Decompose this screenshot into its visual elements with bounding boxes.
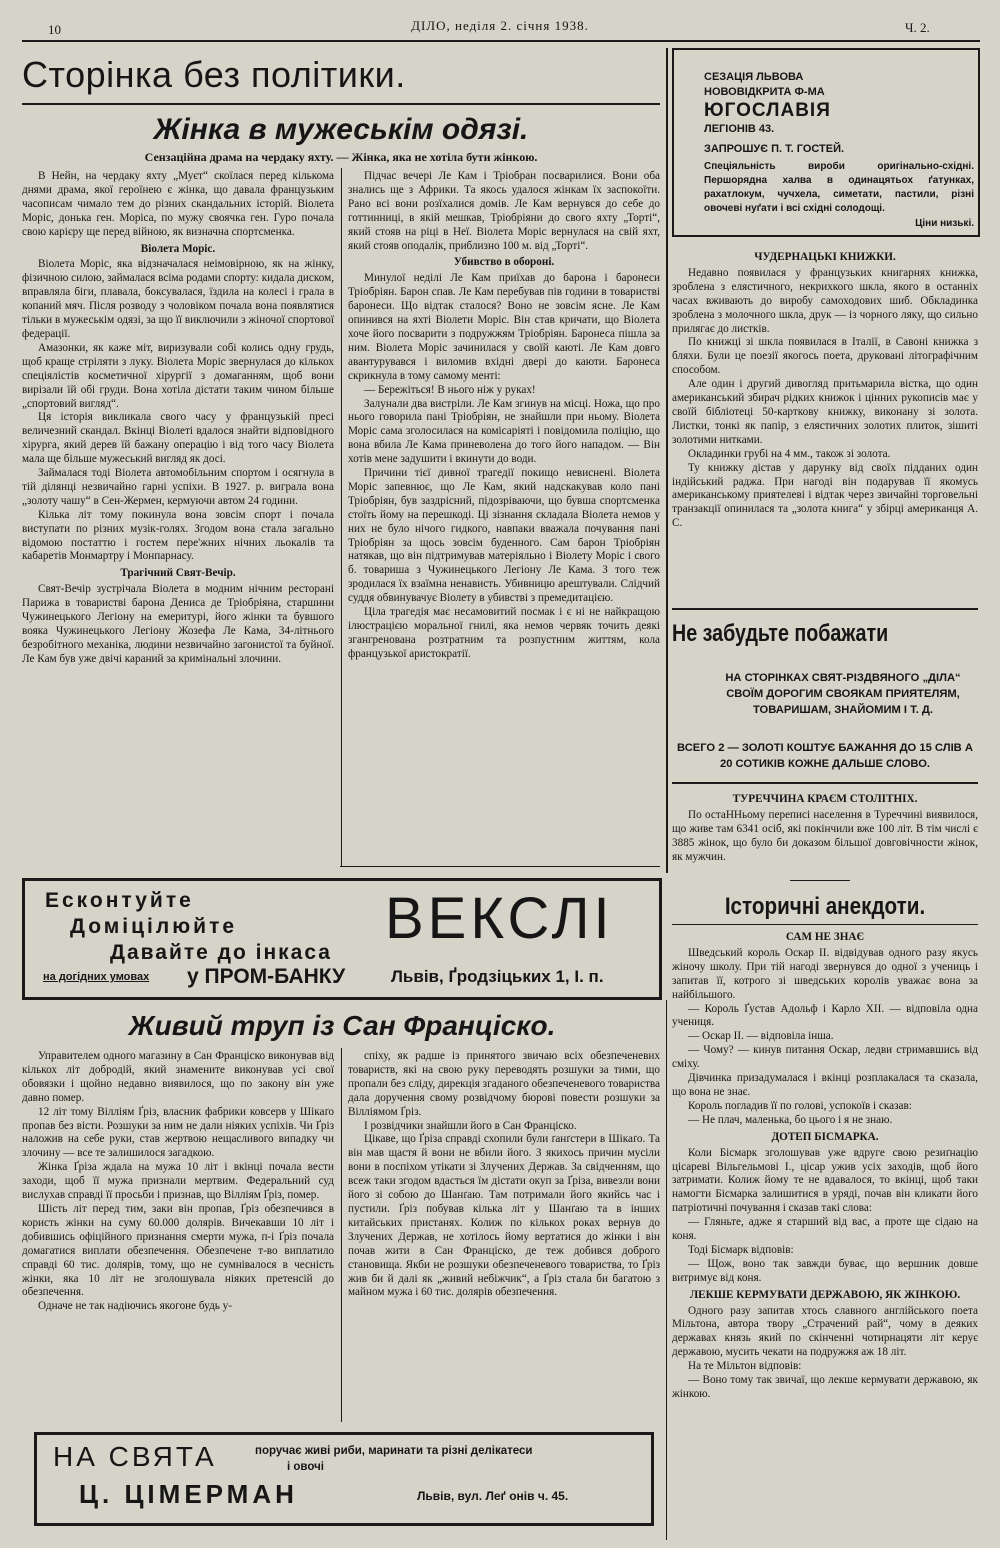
ad-fish-name: Ц. ЦІМЕРМАН xyxy=(79,1479,298,1509)
header-rule xyxy=(22,40,980,42)
paragraph: Недавно появилася у французьких книгарнях книжка, зроблена з елястичного, некрихкого шкла, якого в останніх часах вживають до виробу самоходових шиб. Обкладинка зроблена з молочного шкла, друк — із чорного ляку, що сильно прилягає до листків. xyxy=(672,266,978,335)
paragraph: Амазонки, як каже міт, виризували собі колись одну грудь, щоб краще стріляти з луку. Віолета Моріс звернулася до кількох спеціялістів косметичної хірургії з домаганням, щоб вони вирізали їй обі груди. Вона хотіла дістати таким чином більше „спортовий вигляд“. xyxy=(22,341,334,410)
section-rule xyxy=(672,608,978,610)
right-column-divider xyxy=(666,1000,667,1540)
ad-bank-line: Есконтуйте xyxy=(45,889,194,912)
article-end-rule xyxy=(340,866,660,867)
paragraph: Цікаве, що Ґріза справді схопили були ґанґстери в Шікаґо. Та він мав щастя й вони не вбили його. З якихось причин мусіли вони в поспіхом утікати зі Злучених Держав. За свідченням, що всеж таки згодом вдасться їм дістати окуп за Ґріза, вивезли вони його зі собою до Шанґаю. Там потримали його якийсь час і пустили. Ґріз побував кілька літ у Шанґаю та в інших китайських пристанях. Колиж по кількох роках вернув до Злучених Держав, не хотілось йому вертатися до жінки і він почав жити в Сан Франціско, де теж добився доброго становища. Якби не розшуки обезпеченевого товариства, то Ґріз жив би й далі як „живий небіжчик“, а Ґріз стала би багатою з майном мужа і 60 тис. долярів обезпечення. xyxy=(348,1133,660,1299)
article1-subtitle: Сензаційна драма на чердаку яхту. — Жінка, яка не хотіла бути жінкою. xyxy=(144,150,538,164)
column-divider xyxy=(341,168,342,866)
paragraph: Король погладив її по голові, успокоїв і сказав: xyxy=(688,1099,912,1112)
article1-column-2 xyxy=(348,170,660,662)
paragraph: 12 літ тому Вілліям Ґріз, власник фабрики ковсерв у Шікаґо пропав без вісти. Розшуки за ним не дали ніяких успіхів. Чи Ґріз наложив на себе руки, став жертвою нещасливого випадку чи злочину — все те залишилося загадкою. xyxy=(22,1105,334,1160)
paragraph: — Гляньте, адже я старший від вас, а проте ще сідаю на коня. xyxy=(672,1216,978,1243)
column-divider xyxy=(341,1048,342,1422)
article1-title: Жінка в мужеськім одязі. xyxy=(153,113,529,146)
article1-column-1 xyxy=(22,170,334,667)
ad-fish-title: НА СВЯТА xyxy=(53,1441,217,1472)
paragraph: — Не плач, маленька, бо цього і я не знаю. xyxy=(688,1113,893,1126)
ad-invite: ЗАПРОШУЄ П. Т. ГОСТЕЙ. xyxy=(704,143,845,155)
paragraph: Віолета Моріс, яка відзначалася неімовірною, як на жінку, фізичною силою, займалася всіма родами спорту: кидала диском, вправляла біги, плавала, боксувалася, їздила на колесі і грала в копаний мяч. Після розводу з чоловіком почала вона появлятися тільки в мужеськім одязі, за що її виключили з жіночої спортової федерації. xyxy=(22,258,334,340)
paragraph: Підчас вечері Ле Кам і Тріобран посварилися. Вони оба знались ще з Африки. Та якось удалося жінкам їх заспокоїти. Рано всі вони розїхалися домів. Ле Кам вернувся до себе до готтинниці, в якій мешкав, Тріобріяни до свого яхту „Торті“, який стояв на ріці в Неї. Віолета Моріс вернулася на свій яхт, який стояв оподалік, приблизно 100 м. від „Торті“. xyxy=(348,170,660,252)
paragraph: На те Мільтон відповів: xyxy=(688,1360,802,1373)
article-title: ТУРЕЧЧИНА КРАЄМ СТОЛІТНІХ. xyxy=(732,793,918,805)
subheading: Віолета Моріс. xyxy=(140,242,216,255)
ad-wishes-title: Не забудьте побажати xyxy=(672,620,889,647)
paragraph: Минулої неділі Ле Кам приїхав до барона і баронеси Тріобріян. Барон спав. Ле Кам перебував пів години в товаристві баронеси. Що відтак сталося? Воно не зовсім ясне. Ле Кам опинився на яхті Віолети Моріс. Він став кричати, що Віолета хоче його посварити з подружжям Тріобріян. Баронеса пішла за ним. Віолета Моріс зачинилася у своїй каюті. Ле Кам довго авантурувався і виломив вхідні двері до каюти. Баронеса скрикнула в тому самому менті: xyxy=(348,272,660,382)
article-title: ЧУДЕРНАЦЬКІ КНИЖКИ. xyxy=(754,251,896,263)
ad-wishes-body: НА СТОРІНКАХ СВЯТ-РІЗДВЯНОГО „ДІЛА“ СВОЇМ ДОРОГИМ СВОЯКАМ ПРИЯТЕЛЯМ, ТОВАРИШАМ, ЗНАЙОМИМ І Т. Д. xyxy=(725,672,961,716)
anecdotes-rule xyxy=(672,924,978,925)
ad-wishes-price: ВСЕГО 2 — ЗОЛОТІ КОШТУЄ БАЖАННЯ ДО 15 СЛІВ А 20 СОТИКІВ КОЖНЕ ДАЛЬШЕ СЛОВО. xyxy=(677,742,973,770)
paragraph: Свят-Вечір зустрічала Віолета в модним нічним ресторані Парижа в товаристві барона Дениса де Тріобріяна, старшини Чужинецького Легіону на емеритурі, його жінки та бувшого вояка Чужинецького Легіону Жозефа Ле Кама, 34-літнього безробітного механіка, людини незвичайно загонистої та буйної. Ле Кам був уже двічі караний за кримінальні злочини. xyxy=(22,583,334,665)
ad-line: СЕЗАЦІЯ ЛЬВОВА xyxy=(704,71,804,83)
subheading: ЛЕКШЕ КЕРМУВАТИ ДЕРЖАВОЮ, ЯК ЖІНКОЮ. xyxy=(689,1288,961,1301)
ad-bank-address: Львів, Ґродзіцьких 1, І. п. xyxy=(391,967,604,986)
paragraph: Залунали два вистріли. Ле Кам згинув на місці. Ножа, що про нього говорила пані Тріобріян, не знайшли при ньому. Віолета Моріс сама зголосилася на комісаріяті і повідомила поліцію, що вона вбила Ле Кама приневолена до того його нападом. — Він хотів мене задушити і вкинути до води. xyxy=(348,397,660,466)
article2-column-1 xyxy=(22,1050,334,1314)
paragraph: В Нейн, на чердаку яхту „Муєт“ скоїлася перед кількома днями драма, якої героїнею є жінка, що давала французьким часописам чимало тем до різних скандальних історій. Віолета Моріс, донька ген. Моріса, по мужу своячка ген. Гуро почала свою карієру ще перед війною, як визначна спортсменка. xyxy=(22,170,334,238)
paragraph: Причини тієї дивної трагедії покищо невиснені. Віолета Моріс запевнює, що Ле Кам, який надскакував коло пані Тріобріян, був заздрісний, підозріваючи, що бувша спортсменка стоїть йому на перешкоді. Ці зізнання складала Віолета немов у них не було нічого гидкого, навпаки вважала почування пані Тріобріян за щось зовсім буденного. Сам барон Тріобріян натякав, що він підтримував матеріяльно і Віолету Моріс і свого б. товариша з Чужинецького Легіону Ле Кама. З того теж зродилася їх взаїмна ненависть. Убивницю арештували. Слідчий суддя обвинувачує Віолету в убивстві з премедитацією. xyxy=(348,467,660,605)
paragraph: — Бережіться! В нього ніж у руках! xyxy=(364,383,536,396)
section-title: Сторінка без політики. xyxy=(22,54,406,95)
article2-title: Живий труп із Сан Франціско. xyxy=(128,1010,556,1041)
subheading: Убивство в обороні. xyxy=(453,256,555,269)
ad-bank-terms: на догідних умовах xyxy=(43,971,150,983)
ad-company-name: ЮГОСЛАВІЯ xyxy=(704,100,831,121)
paragraph: Тоді Бісмарк відповів: xyxy=(688,1243,794,1256)
ad-address: ЛЕГІОНІВ 43. xyxy=(704,123,775,135)
ad-bank-line: Давайте до інкаса xyxy=(110,941,332,964)
ad-bank-name: у ПРОМ-БАНКУ xyxy=(187,965,346,988)
paragraph: спіху, як радше із принятого звичаю всіх обезпеченевих товариств, які на свою руку переводять розшуки за тими, що пропали без сліду, дирекція згаданого обезпеченевого товариства дала доручення свому розвідчому бюрові повести розшуки за Вілліямом Ґріз. xyxy=(348,1050,660,1118)
ad-prices: Ціни низькі. xyxy=(915,218,974,229)
article-anecdotes xyxy=(672,928,978,1402)
subheading: Трагічний Свят-Вечір. xyxy=(120,567,236,580)
paragraph: Одначе не так надіючись якогоне будь у- xyxy=(38,1300,232,1313)
paragraph: Займалася тоді Віолета автомобільним спортом і осягнула в тій ділянці незвичайно гарні успіхи. В 1927. р. виграла вона „золоту чашу“ в Сен-Жермен, кермуючи автом 24 години. xyxy=(22,467,334,507)
article-books xyxy=(672,248,978,531)
ad-fish xyxy=(34,1432,654,1526)
ad-line: НОВОВІДКРИТА Ф-МА xyxy=(704,86,825,98)
section-rule xyxy=(672,782,978,784)
paragraph: Дівчинка призадумалася і вкінці розплакалася та сказала, що вона не знає. xyxy=(672,1072,978,1098)
article2-column-2 xyxy=(348,1050,660,1300)
ad-body: Спеціяльність вироби оригінально-східні. Першорядна халва в одинацятьох ґатунках, рахатлокум, чучхела, симетати, пастили, різні овочеві нуґати і всі східні солодощі. xyxy=(704,161,974,214)
paragraph: По остаННьому переписі населення в Туреччині виявилося, що живе там 6341 осіб, які покінчили вже 100 літ. В тім числі є 3885 жінок, що було би доказом більшої довговічности жінок, як мужчин. xyxy=(672,808,978,863)
paragraph: По книжці зі шкла появилася в Італії, в Савоні книжка з бляхи. Були це поезії якогось поета, друковані літографічним способом. xyxy=(672,336,978,377)
paragraph: — Чому? — кинув питання Оскар, ледви стримавшись від сміху. xyxy=(672,1044,978,1071)
article-turkey xyxy=(672,790,978,865)
ad-fish-address: Львів, вул. Леґ онів ч. 45. xyxy=(417,1489,569,1503)
anecdotes-title: Історичні анекдоти. xyxy=(724,893,926,920)
paragraph: Жінка Ґріза ждала на мужа 10 літ і вкінці почала вести заходи, щоб її мужа признали мертвим. Федеральний суд вислухав справді її просьби і признав, що Вілліям Ґріз, помер. xyxy=(22,1161,334,1202)
ad-wishes xyxy=(672,614,978,782)
paragraph: — Оскар II. — відповіла інша. xyxy=(688,1030,834,1043)
subheading: ДОТЕП БІСМАРКА. xyxy=(771,1130,879,1143)
masthead: ДІЛО, неділя 2. січня 1938. xyxy=(411,18,589,33)
paragraph: Коли Бісмарк зголошував уже вдруге свою резиґнацію цісареві Вільгельмові I., цісар ужив усіх заходів, щоб його затримати. Колиж йому те не вдавалося, то вкінці, щоб таки намогти Бісмарка залишитися в уряді, почав він кликати його патріотичні почування і сказав такі слова: xyxy=(672,1146,978,1215)
paragraph: Одного разу запитав хтось славного англійського поета Мільтона, автора твору „Страчений рай“, чому в деяких державах князь який по скінченні чотирнацяти літ керує державою, мусить чекати на подружжя аж 18 літ. xyxy=(672,1304,978,1359)
page-number: 10 xyxy=(48,22,61,37)
paragraph: Кілька літ тому покинула вона зовсім спорт і почала виступати по різних музік-голях. Згодом вона стала загально відомою постаттю і гостем пере'жних нічних льокалів та кабаретів Монмартру і Монпарнасу. xyxy=(22,508,334,563)
paragraph: Шведський король Оскар II. відвідував одного разу якусь жіночу школу. При тій нагоді звернувся до одної з учениць і запитав її, котрого зі шведських королів уважає вона за найбільшого. xyxy=(672,946,978,1001)
paragraph: Ту книжку дістав у дарунку від своїх підданих один індійський раджа. При нагоді він подарував її якомусь американському приятелеві і відтак через звичайні торговельні транзакції опинилася та „золота книга“ у збірці американця А. С. xyxy=(672,461,978,530)
paragraph: Управителем одного магазину в Сан Франціско виконував від кількох літ добродій, який знамените виконував усі свої обовязки і щойно недавно виявилося, що по закону він уже давно помер. xyxy=(22,1050,334,1104)
short-rule xyxy=(790,880,850,881)
paragraph: — Воно тому так звичаї, що лекше кермувати державою, як жінкою. xyxy=(672,1374,978,1400)
right-column-divider xyxy=(666,48,668,873)
ad-yugoslavia xyxy=(672,48,980,237)
paragraph: — Щож, воно так завжди буває, що вершник довше витримує від коня. xyxy=(672,1257,978,1284)
ad-bank-big: ВЕКСЛІ xyxy=(385,886,614,951)
paragraph: І розвідчики знайшли його в Сан Франціско. xyxy=(364,1119,577,1132)
issue-number: Ч. 2. xyxy=(905,20,930,35)
ad-fish-offer: і овочі xyxy=(287,1461,324,1473)
paragraph: Ця історія викликала свого часу у французькій пресі величезний скандал. Вкінці Віолеті вдалося знайти відповідного хірурга, який дерев їй бажану операцію і від того часу Віолета мала ще більше мужеський вигляд як досі. xyxy=(22,411,334,466)
paragraph: Шість літ перед тим, заки він пропав, Ґріз обезпечився в користь жінки на суму 60.000 долярів. Вичекавши 10 літ і добившись офіційного признання смерти мужа, п-і Ґріз почала домагатися виплати обезпечення. Обезпечене т-во виплатило справді 60 тис. долярів, тому, що не сумнівалося в чесність жінки, яка 10 літ не зголошувала ніяких претенсій до обезпечення. xyxy=(22,1202,334,1299)
section-title-rule xyxy=(22,103,660,105)
paragraph: Але один і другий дивогляд притьмарила вістка, що один американський збирач рідких книжок і цінних рукописів має у своїй бібліотеці 50-карткову книжку, виконану зі золота. Листки, тонкі як папір, з елястичних золотих плиток, зішиті золотими нитками. xyxy=(672,378,978,446)
paragraph: Ціла трагедія має несамовитий посмак і є ні не найкращою ілюстрацією моральної гнилі, яка немов червяк точить деякі згангренована розтратним та розпустним життям, кола французької аристократії. xyxy=(348,606,660,660)
ad-bank-line: Доміцілюйте xyxy=(70,915,238,938)
ad-fish-offer: поручає живі риби, маринати та різні делікатеси xyxy=(255,1445,533,1457)
ad-bank xyxy=(22,878,662,1000)
subheading: САМ НЕ ЗНАЄ xyxy=(785,931,865,943)
paragraph: — Король Ґустав Адольф і Карло XII. — відповіла одна учениця. xyxy=(672,1002,978,1029)
paragraph: Окладинки грубі на 4 мм., також зі золота. xyxy=(688,447,891,460)
